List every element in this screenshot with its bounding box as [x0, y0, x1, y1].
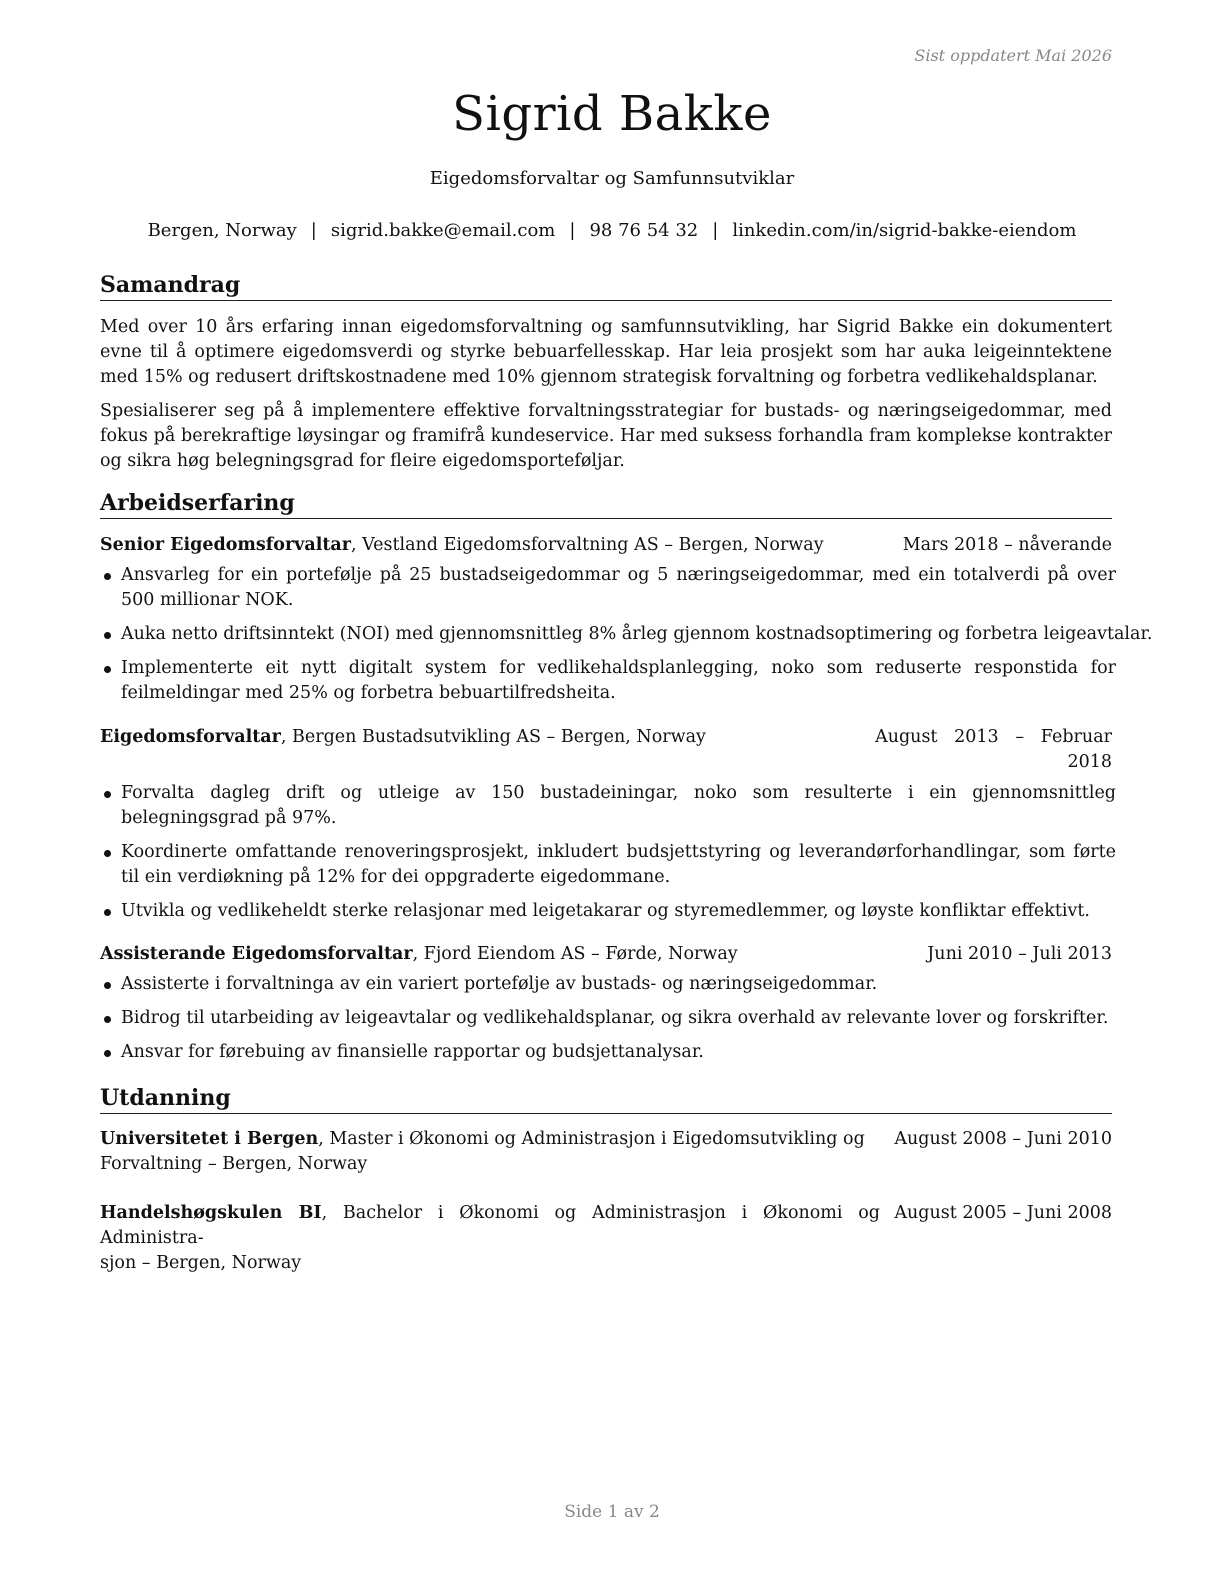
job-dates: Mars 2018 – nåverande — [902, 535, 1112, 555]
list-item: Bidrog til utarbeiding av leigeavtalar og vedlikehaldsplanar, og sikra overhald av relevante lover og forskrifter. — [100, 1006, 1116, 1031]
education-degree: , Master i Økonomi og Administrasjon i Eigedomsutvikling og — [318, 1129, 865, 1149]
job-dates-line2: 2018 — [1067, 752, 1112, 772]
education-degree-cont: Forvaltning – Bergen, Norway — [100, 1154, 368, 1174]
job-org: , Bergen Bustadsutvikling AS – Bergen, Norway — [280, 727, 706, 747]
list-item: Implementerte eit nytt digitalt system for vedlikehaldsplanlegging, noko som reduserte responstida for feilmeldingar med 25% og forbetra bebuartilfredsheita. — [100, 656, 1116, 706]
job-title-line — [100, 533, 824, 558]
job-title-line — [100, 942, 738, 967]
education-dates: August 2005 – Juni 2008 — [894, 1203, 1112, 1223]
education-title-line — [100, 1127, 880, 1177]
section-title-education: Utdanning — [100, 1084, 1112, 1114]
summary-paragraph: Spesialiserer seg på å implementere effektive forvaltningsstrategiar for bustads- og næringseigedommar, med fokus på berekraftige løysingar og framifrå kundeservice. Har med suksess forhandla fram komplekse kontrakter og sikra høg belegningsgrad for fleire eigedomsporteføljar. — [100, 401, 1112, 471]
contact-email[interactable]: sigrid.bakke@email.com — [330, 220, 556, 241]
list-item: Forvalta dagleg drift og utleige av 150 bustadeiningar, noko som resulterte i ein gjennomsnittleg belegningsgrad på 97%. — [100, 781, 1116, 831]
job-role: Assisterande Eigedomsforvaltar — [100, 944, 413, 964]
list-item: Assisterte i forvaltninga av ein variert portefølje av bustads- og næringseigedommar. — [100, 972, 1116, 997]
job-bullets — [100, 781, 1116, 933]
section-title-experience: Arbeidserfaring — [100, 489, 1112, 519]
job-dates-line1: August 2013 – Februar — [875, 727, 1112, 747]
candidate-name: Sigrid Bakke — [452, 86, 772, 142]
section-title-summary: Samandrag — [100, 271, 1112, 301]
contact-separator: | — [310, 220, 317, 241]
education-school: Universitetet i Bergen — [100, 1129, 319, 1149]
summary-paragraph: Med over 10 års erfaring innan eigedomsforvaltning og samfunnsutvikling, har Sigrid Bakke ein dokumentert evne til å optimere eigedomsverdi og styrke bebuarfellesskap. Har leia prosjekt som har auka leigeinntektene med 15% og redusert driftskostnadene med 10% gjennom strategisk forvaltning og forbetra vedlikehaldsplanar. — [100, 317, 1112, 387]
job-org: , Fjord Eiendom AS – Førde, Norway — [412, 944, 738, 964]
job-bullets — [100, 563, 1153, 715]
contact-line — [0, 220, 1224, 241]
contact-location: Bergen, Norway — [147, 220, 297, 241]
list-item: Utvikla og vedlikeheldt sterke relasjonar med leigetakarar og styremedlemmer, og løyste konfliktar effektivt. — [100, 899, 1116, 924]
job-bullets — [100, 972, 1116, 1074]
tagline: Eigedomsforvaltar og Samfunnsutviklar — [429, 168, 795, 189]
education-degree-cont: sjon – Bergen, Norway — [100, 1253, 302, 1273]
contact-linkedin[interactable]: linkedin.com/in/sigrid-bakke-eiendom — [732, 220, 1077, 241]
job-role: Senior Eigedomsforvaltar — [100, 535, 351, 555]
list-item: Ansvar for førebuing av finansielle rapportar og budsjettanalysar. — [100, 1040, 1116, 1065]
education-entry — [100, 1201, 1112, 1273]
list-item: Auka netto driftsinntekt (NOI) med gjennomsnittleg 8% årleg gjennom kostnadsoptimering og forbetra leigeavtalar. — [100, 622, 1116, 647]
education-dates: August 2008 – Juni 2010 — [894, 1129, 1112, 1149]
education-entry — [100, 1127, 1112, 1177]
contact-separator: | — [569, 220, 576, 241]
job-dates: Juni 2010 – Juli 2013 — [927, 944, 1112, 964]
list-item: Ansvarleg for ein portefølje på 25 bustadseigedommar og 5 næringseigedommar, med ein totalverdi på over 500 millionar NOK. — [100, 563, 1116, 613]
job-role: Eigedomsforvaltar — [100, 727, 281, 747]
contact-separator: | — [712, 220, 719, 241]
education-school: Handelshøgskulen BI — [100, 1203, 322, 1223]
list-item: Koordinerte omfattande renoveringsprosjekt, inkludert budsjettstyring og leverandørforhandlingar, som førte til ein verdiøkning på 12% for dei oppgraderte eigedommane. — [100, 840, 1116, 890]
education-degree: , Bachelor i Økonomi og Administrasjon i Økonomi og Administra- — [100, 1203, 880, 1248]
contact-phone: 98 76 54 32 — [589, 220, 699, 241]
job-dates — [875, 725, 1112, 775]
education-title-line — [100, 1201, 880, 1276]
page-number: Side 1 av 2 — [564, 1502, 660, 1522]
job-org: , Vestland Eigedomsforvaltning AS – Bergen, Norway — [350, 535, 824, 555]
last-updated: Sist oppdatert Mai 2026 — [914, 46, 1112, 65]
job-title-line — [100, 725, 706, 750]
